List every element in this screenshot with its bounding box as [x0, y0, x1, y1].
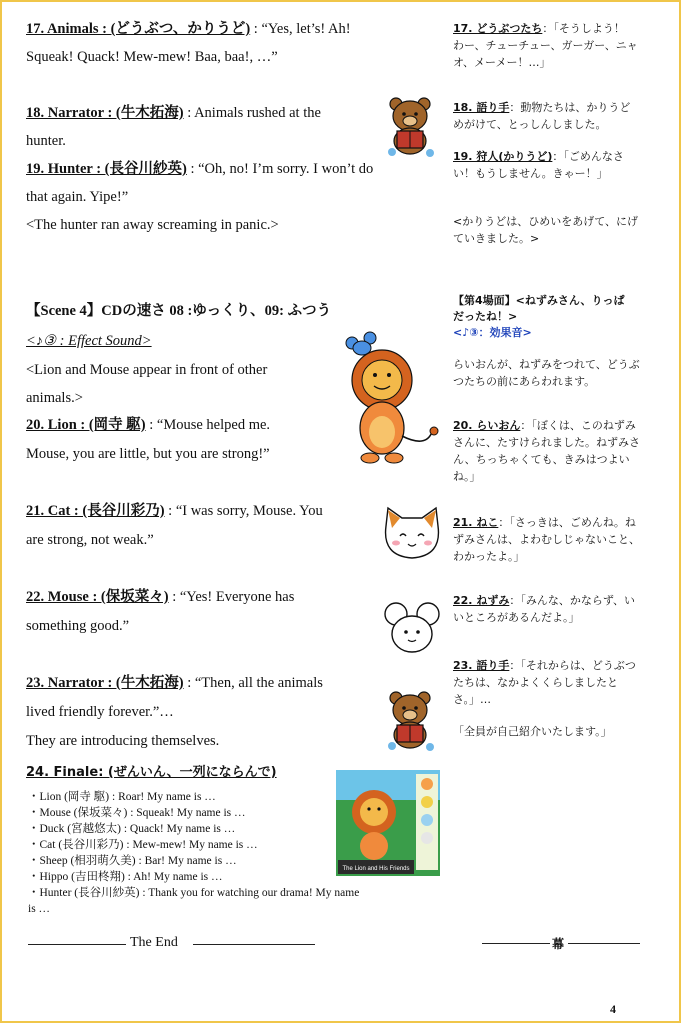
jp-stage-lion-cont: つたちの前にあらわれます。 — [453, 375, 596, 388]
stage-direction-lion-cont: animals.> — [26, 390, 83, 406]
jp-line-22-cont: いところがあるんだよ。」 — [453, 611, 580, 624]
finale-line: ・Hippo (吉田柊翔) : Ah! My name is … — [28, 871, 223, 883]
line-18: 18. Narrator : (牛木拓海) : Animals rushed at the — [26, 105, 321, 121]
line-17-cont: Squeak! Quack! Mew-mew! Baa, baa!, …” — [26, 49, 278, 65]
jp-line-20-cont3: ね。」 — [453, 470, 481, 483]
line-19-cont: that again. Yipe!” — [26, 189, 129, 205]
line-21: 21. Cat : (長谷川彩乃) : “I was sorry, Mouse. You — [26, 503, 323, 519]
jp-line-21-cont2: わかったよ。」 — [453, 550, 525, 563]
jp-line-18: 18. 語り手：動物たちは、かりうど — [453, 101, 631, 114]
finale-line: ・Hunter (長谷川紗英) : Thank you for watching our drama! My name — [28, 887, 360, 899]
stage-direction-lion: <Lion and Mouse appear in front of other — [26, 362, 268, 378]
jp-line-20-cont2: ん、ちっちゃくても、きみはつよい — [453, 453, 630, 466]
end-divider-left — [28, 944, 126, 945]
jp-line-21-cont: ずみさんは、よわむしじゃないこと、 — [453, 533, 640, 546]
jp-line-17-cont2: オ、メーメー！…」 — [453, 56, 551, 69]
line-23-cont: lived friendly forever.”… — [26, 704, 174, 720]
line-19: 19. Hunter : (長谷川紗英) : “Oh, no! I’m sorry. I won’t do — [26, 161, 374, 177]
jp-effect-sound-cue: <♪③：効果音> — [453, 326, 532, 339]
finale-line: is … — [28, 903, 51, 915]
maku-divider-left — [482, 943, 550, 944]
book-cover-title: The Lion and His Friends — [342, 866, 410, 872]
jp-self-intro: 「全員が自己紹介いたします。」 — [453, 725, 612, 738]
scene-4-heading: 【Scene 4】CDの速さ 08 :ゆっくり、09: ふつう — [26, 303, 332, 319]
line-17: 17. Animals : (どうぶつ、かりうど) : “Yes, let’s! Ah! — [26, 21, 351, 37]
jp-line-18-cont: めがけて、とっしんしました。 — [453, 118, 607, 131]
mouse-face-icon — [384, 600, 440, 656]
jp-scene-4-heading: 【第4場面】<ねずみさん、りっぱ — [453, 294, 625, 307]
cat-face-icon — [380, 506, 444, 562]
jp-line-19-cont: い！もうしません。きゃー！」 — [453, 167, 608, 180]
end-divider-right — [193, 944, 315, 945]
line-19-stage: <The hunter ran away screaming in panic.> — [26, 217, 279, 233]
line-23-stage: They are introducing themselves. — [26, 733, 220, 749]
line-20: 20. Lion : (岡寺 駆) : “Mouse helped me. — [26, 417, 271, 433]
jp-stage-19: <かりうどは、ひめいをあげて、にげ — [453, 215, 638, 228]
line-20-cont: Mouse, you are little, but you are strong!” — [26, 446, 270, 462]
finale-line: ・Mouse (保坂菜々) : Squeak! My name is … — [28, 807, 246, 819]
line-21-cont: are strong, not weak.” — [26, 532, 154, 548]
jp-line-23: 23. 語り手：「それからは、どうぶつ — [453, 659, 636, 672]
effect-sound-cue: <♪③ : Effect Sound> — [26, 333, 152, 349]
maku-divider-right — [568, 943, 640, 944]
jp-line-19: 19. 狩人(かりうど)：「ごめんなさ — [453, 150, 624, 163]
jp-line-17: 17. どうぶつたち：「そうしよう！ — [453, 22, 625, 35]
finale-line: ・Sheep (相羽萌久美) : Bar! My name is … — [28, 855, 237, 867]
page-number: 4 — [610, 1002, 616, 1016]
maku-text: 幕 — [552, 937, 565, 951]
line-23: 23. Narrator : (牛木拓海) : “Then, all the animals — [26, 675, 323, 691]
jp-stage-lion: らいおんが、ねずみをつれて、どうぶ — [453, 358, 640, 371]
book-cover-image — [336, 770, 440, 876]
jp-scene-4-heading-cont: だったね！> — [453, 310, 518, 323]
bear-reading-icon — [382, 96, 440, 158]
jp-stage-19-cont: ていきました。> — [453, 232, 540, 245]
the-end-text: The End — [130, 935, 178, 950]
jp-line-21: 21. ねこ：「さっきは、ごめんね。ね — [453, 516, 636, 529]
jp-line-20-cont: さんに、たすけられました。ねずみさ — [453, 436, 640, 449]
line-22-cont: something good.” — [26, 618, 130, 634]
lion-icon — [340, 328, 446, 468]
finale-line: ・Lion (岡寺 駆) : Roar! My name is … — [28, 791, 216, 803]
finale-line: ・Cat (長谷川彩乃) : Mew-mew! My name is … — [28, 839, 258, 851]
jp-line-20: 20. らいおん：「ぼくは、このねずみ — [453, 419, 636, 432]
jp-line-23-cont2: さ。」… — [453, 693, 492, 706]
bear-reading-icon — [382, 690, 440, 752]
finale-line: ・Duck (宮越悠太) : Quack! My name is … — [28, 823, 236, 835]
jp-line-17-cont: わー、チューチュー、ガーガー、ニャ — [453, 39, 638, 52]
jp-line-23-cont: たちは、なかよくくらしましたと — [453, 676, 618, 689]
line-22: 22. Mouse : (保坂菜々) : “Yes! Everyone has — [26, 589, 295, 605]
finale-heading: 24. Finale: (ぜんいん、一列にならんで) — [26, 765, 277, 780]
line-18-cont: hunter. — [26, 133, 66, 149]
jp-line-22: 22. ねずみ：「みんな、かならず、い — [453, 594, 635, 607]
